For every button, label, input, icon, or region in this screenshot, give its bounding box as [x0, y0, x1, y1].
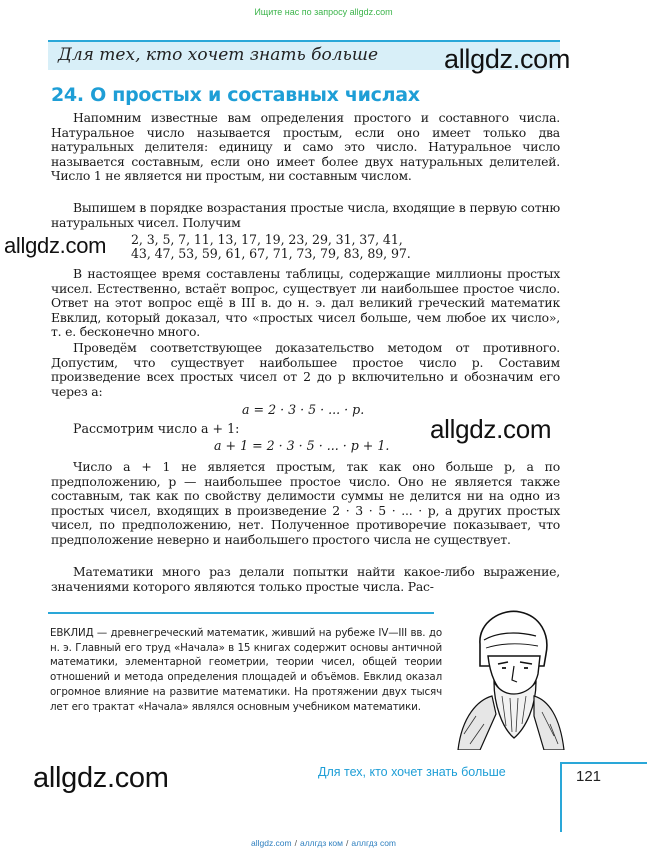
- page-title: 24. О простых и составных числах: [51, 84, 420, 106]
- bottom-link-allgdz-cyrillic[interactable]: аллгдз ком: [300, 838, 343, 848]
- paragraph-prime-formulas: Математики много раз делали попытки найти какое-либо выражение, значениями которого являются только простые числа. Рас-: [51, 564, 560, 594]
- watermark: allgdz.com: [444, 44, 571, 74]
- paragraph-proof-setup: Проведём соответствующее доказательство методом от противного. Допустим, что существует наибольшее простое число p. Составим произведение всех простых чисел от 2 до p включительно и обозначим его через a:: [51, 340, 560, 399]
- euclid-portrait: [450, 604, 568, 750]
- bottom-link-separator: /: [294, 838, 297, 848]
- primes-line-1: 2, 3, 5, 7, 11, 13, 17, 19, 23, 29, 31, 37, 41,: [131, 232, 403, 247]
- paragraph-contradiction: Число a + 1 не является простым, так как оно больше p, а по предположению, p — наибольшее простое число. Оно не является также составным, так как по свойству делимости суммы не делится ни на одно из простых чисел, входящих в произведение 2 · 3 · 5 · ... · p, а других простых чисел, по предположению, нет. Полученное противоречие показывает, что предположение неверно и наибольшего простого числа не существует.: [51, 459, 560, 547]
- formula-product-plus-one: a + 1 = 2 · 3 · 5 · ... · p + 1.: [214, 438, 390, 453]
- footer-section-label: Для тех, кто хочет знать больше: [318, 765, 506, 779]
- bottom-link-allgdz[interactable]: allgdz.com: [250, 838, 292, 848]
- bottom-link-allgdz-mixed[interactable]: аллгдз com: [351, 838, 397, 848]
- primes-line-2: 43, 47, 53, 59, 61, 67, 71, 73, 79, 83, 89, 97.: [131, 246, 411, 261]
- page-number: 121: [576, 768, 602, 785]
- paragraph-euclid-question: В настоящее время составлены таблицы, содержащие миллионы простых чисел. Естественно, встаёт вопрос, существует ли наибольшее простое число. Ответ на этот вопрос ещё в III в. до н. э. дал великий греческий математик Евклид, который доказал, что «простых чисел больше, чем любое их число», т. е. бесконечно много.: [51, 266, 560, 340]
- paragraph-definitions: Напомним известные вам определения простого и составного числа. Натуральное число называется простым, если оно имеет только два натуральных делителя: единицу и само это число. Натуральное число называется составным, если оно имеет более двух натуральных делителей. Число 1 не является ни простым, ни составным числом.: [51, 110, 560, 184]
- top-search-hint[interactable]: Ищите нас по запросу allgdz.com: [254, 7, 393, 17]
- watermark: allgdz.com: [4, 233, 107, 258]
- bottom-links: [0, 838, 647, 848]
- page-frame-vertical: [560, 762, 562, 832]
- bio-divider: [48, 612, 434, 614]
- watermark: allgdz.com: [33, 762, 169, 794]
- paragraph-consider: Рассмотрим число a + 1:: [73, 421, 240, 436]
- watermark: allgdz.com: [430, 414, 552, 444]
- euclid-bio: ЕВКЛИД — древнегреческий математик, живший на рубеже IV—III вв. до н. э. Главный его труд «Начала» в 15 книгах содержит основы античной математики, элементарной геометрии, теории чисел, общей теории отношений и метода определения площадей и объёмов. Евклид оказал огромное влияние на развитие математики. На протяжении двух тысяч лет его трактат «Начала» являлся основным учебником математики.: [50, 627, 442, 713]
- formula-product: a = 2 · 3 · 5 · ... · p.: [242, 402, 365, 417]
- bottom-link-separator: /: [345, 838, 349, 848]
- page-frame-horizontal: [560, 762, 647, 764]
- section-band-title: Для тех, кто хочет знать больше: [58, 45, 379, 65]
- paragraph-prime-list-intro: Выпишем в порядке возрастания простые числа, входящие в первую сотню натуральных чисел. Получим: [51, 200, 560, 230]
